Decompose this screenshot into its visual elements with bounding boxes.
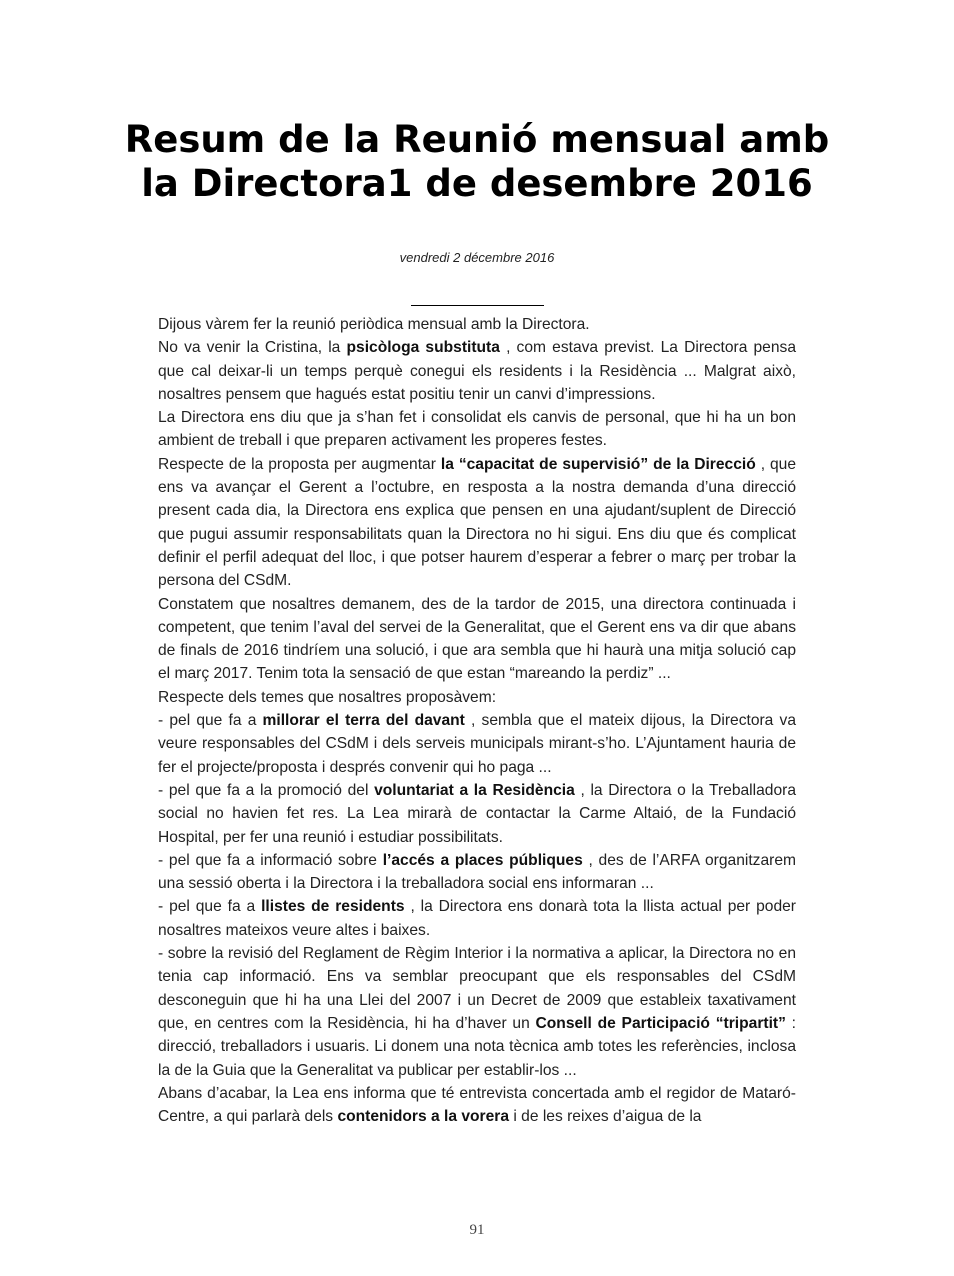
list-item: - pel que fa a informació sobre l’accés a places públiques , des de l’ARFA organitzarem una sessió oberta i la Directora i la treballadora social ens informaran ... xyxy=(158,851,796,893)
bold-term: llistes de residents xyxy=(261,898,405,916)
paragraph: Respecte de la proposta per augmentar la “capacitat de supervisió” de la Direcció , que ens va avançar el Gerent a l’octubre, en resposta a la nostra demanda d’una direcció present cada dia, la Directora ens explica que pensen en una ajudant/suplent de Direcció que pugui assumir responsabilitats quan la Directora no hi sigui. Ens diu que és complicat definir el perfil adequat del lloc, i que potser haurem d’esperar a febrer o març per trobar la persona del CSdM. xyxy=(158,455,796,590)
paragraph: No va venir la Cristina, la psicòloga substituta , com estava previst. La Directora pensa que cal deixar-li un temps perquè conegui els residents i la Residència ... Malgrat això, nosaltres pensem que hagués estat positiu tenir un canvi d’impressions. xyxy=(158,339,796,403)
list-item: - pel que fa a la promoció del voluntariat a la Residència , la Directora o la Treballadora social no havien fet res. La Lea mirarà de contactar la Carme Altaió, de la Fundació Hospital, per fer una reunió i estudiar possibilitats. xyxy=(158,781,796,846)
article-body xyxy=(158,313,796,1128)
bold-term: psicòloga substituta xyxy=(346,339,500,357)
bold-term: millorar el terra del davant xyxy=(262,712,465,730)
list-item: - pel que fa a millorar el terra del davant , sembla que el mateix dijous, la Directora va veure responsables del CSdM i dels serveis municipals mirant-s’ho. L’Ajuntament hauria de fer el projecte/proposta i després convenir qui ho paga ... xyxy=(158,712,796,776)
bold-term: la “capacitat de supervisió” de la Direcció xyxy=(440,455,756,473)
bold-term: Consell de Participació “tripartit” xyxy=(535,1014,786,1032)
paragraph: Respecte dels temes que nosaltres proposàvem: xyxy=(158,688,497,706)
list-item: - pel que fa a llistes de residents , la Directora ens donarà tota la llista actual per poder nosaltres mateixos veure altes i baixes. xyxy=(158,898,796,939)
list-item: - sobre la revisió del Reglament de Règim Interior i la normativa a aplicar, la Directora no en tenia cap informació. Ens va semblar preocupant que els responsables del CSdM desconeguin que hi ha una Llei del 2007 i un Decret de 2009 que estableix taxativament que, en centres com la Residència, hi ha d’haver un Consell de Participació “tripartit” : direcció, treballadors i usuaris. Li donem una nota tècnica amb totes les referències, inclosa la de la Guia que la Generalitat va publicar per establir-los ... xyxy=(158,945,797,1079)
paragraph: Abans d’acabar, la Lea ens informa que té entrevista concertada amb el regidor de Mataró-Centre, a qui parlarà dels contenidors a la vorera i de les reixes d’aigua de la xyxy=(158,1084,796,1126)
paragraph: Constatem que nosaltres demanem, des de la tardor de 2015, una directora continuada i competent, que tenim l’aval del servei de la Generalitat, que el Gerent ens va dir que abans de finals de 2016 tindríem una solució, i que ara sembla que hi haurà una mitja solució cap el març 2017. Tenim tota la sensació de que estan “mareando la perdiz” ... xyxy=(158,595,796,683)
paragraph: Dijous vàrem fer la reunió periòdica mensual amb la Directora. xyxy=(158,316,590,333)
paragraph: La Directora ens diu que ja s’han fet i consolidat els canvis de personal, que hi ha un bon ambient de treball i que preparen activament les properes festes. xyxy=(158,409,796,450)
bold-term: contenidors a la vorera xyxy=(337,1108,510,1126)
title-divider xyxy=(411,305,544,306)
bold-term: l’accés a places públiques xyxy=(382,851,583,869)
publication-date: vendredi 2 décembre 2016 xyxy=(399,250,555,265)
page-number: 91 xyxy=(469,1222,485,1238)
bold-term: voluntariat a la Residència xyxy=(374,781,575,799)
page-title: Resum de la Reunió mensual amb la Directora1 de desembre 2016 xyxy=(124,118,830,205)
